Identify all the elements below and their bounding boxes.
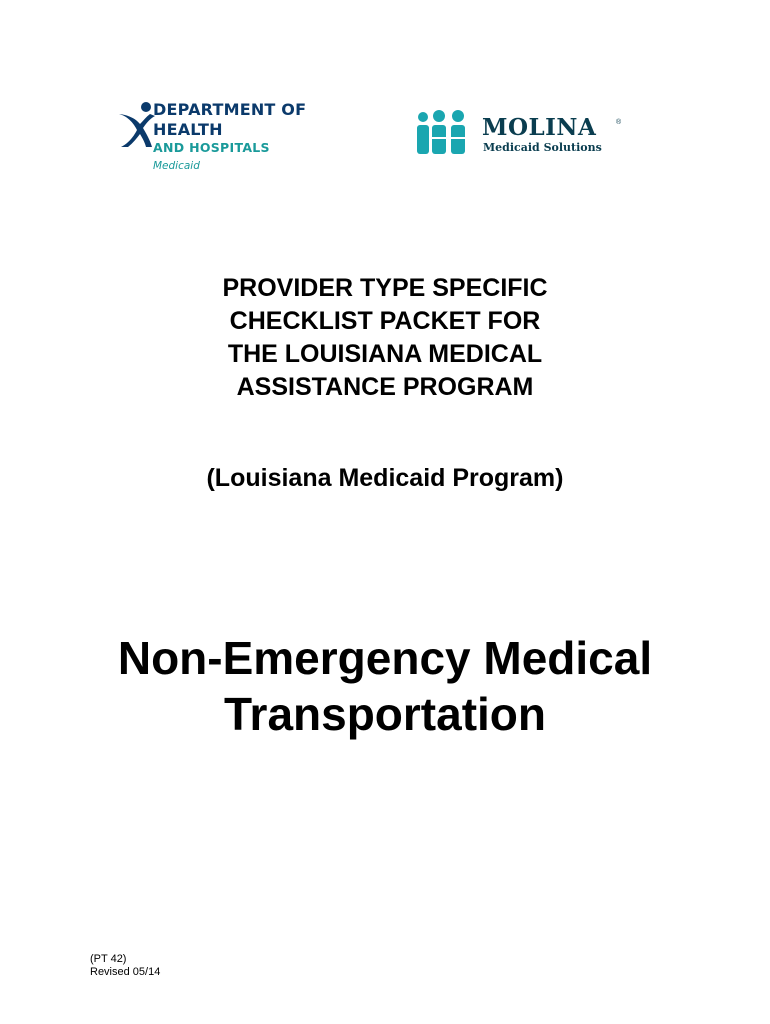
molina-subtitle: Medicaid Solutions bbox=[483, 141, 602, 154]
molina-registered-mark: ® bbox=[616, 119, 622, 126]
program-subtitle: (Louisiana Medicaid Program) bbox=[206, 464, 564, 492]
packet-title-line: THE LOUISIANA MEDICAL bbox=[227, 340, 543, 368]
molina-name: MOLINA bbox=[482, 114, 597, 141]
molina-logo bbox=[414, 108, 629, 158]
provider-type-code: (PT 42) bbox=[90, 953, 127, 965]
packet-title-line: ASSISTANCE PROGRAM bbox=[236, 373, 534, 401]
provider-type-title bbox=[0, 630, 770, 742]
molina-people-icon bbox=[414, 108, 480, 156]
dhh-line-hospitals: AND HOSPITALS bbox=[153, 140, 270, 155]
dhh-line-medicaid: Medicaid bbox=[153, 159, 200, 172]
dhh-figure-icon bbox=[117, 100, 157, 148]
footer-info bbox=[90, 953, 160, 979]
dhh-line-health: HEALTH bbox=[153, 120, 223, 139]
dhh-logo bbox=[117, 96, 337, 184]
packet-title-line: PROVIDER TYPE SPECIFIC bbox=[222, 274, 548, 302]
provider-type-line: Transportation bbox=[223, 688, 547, 740]
dhh-line-department: DEPARTMENT OF bbox=[153, 100, 307, 119]
packet-title-line: CHECKLIST PACKET FOR bbox=[229, 307, 541, 335]
provider-type-line: Non-Emergency Medical bbox=[117, 632, 653, 684]
revision-date: Revised 05/14 bbox=[90, 966, 161, 978]
dhh-wordmark bbox=[153, 102, 306, 171]
packet-title bbox=[0, 272, 770, 404]
